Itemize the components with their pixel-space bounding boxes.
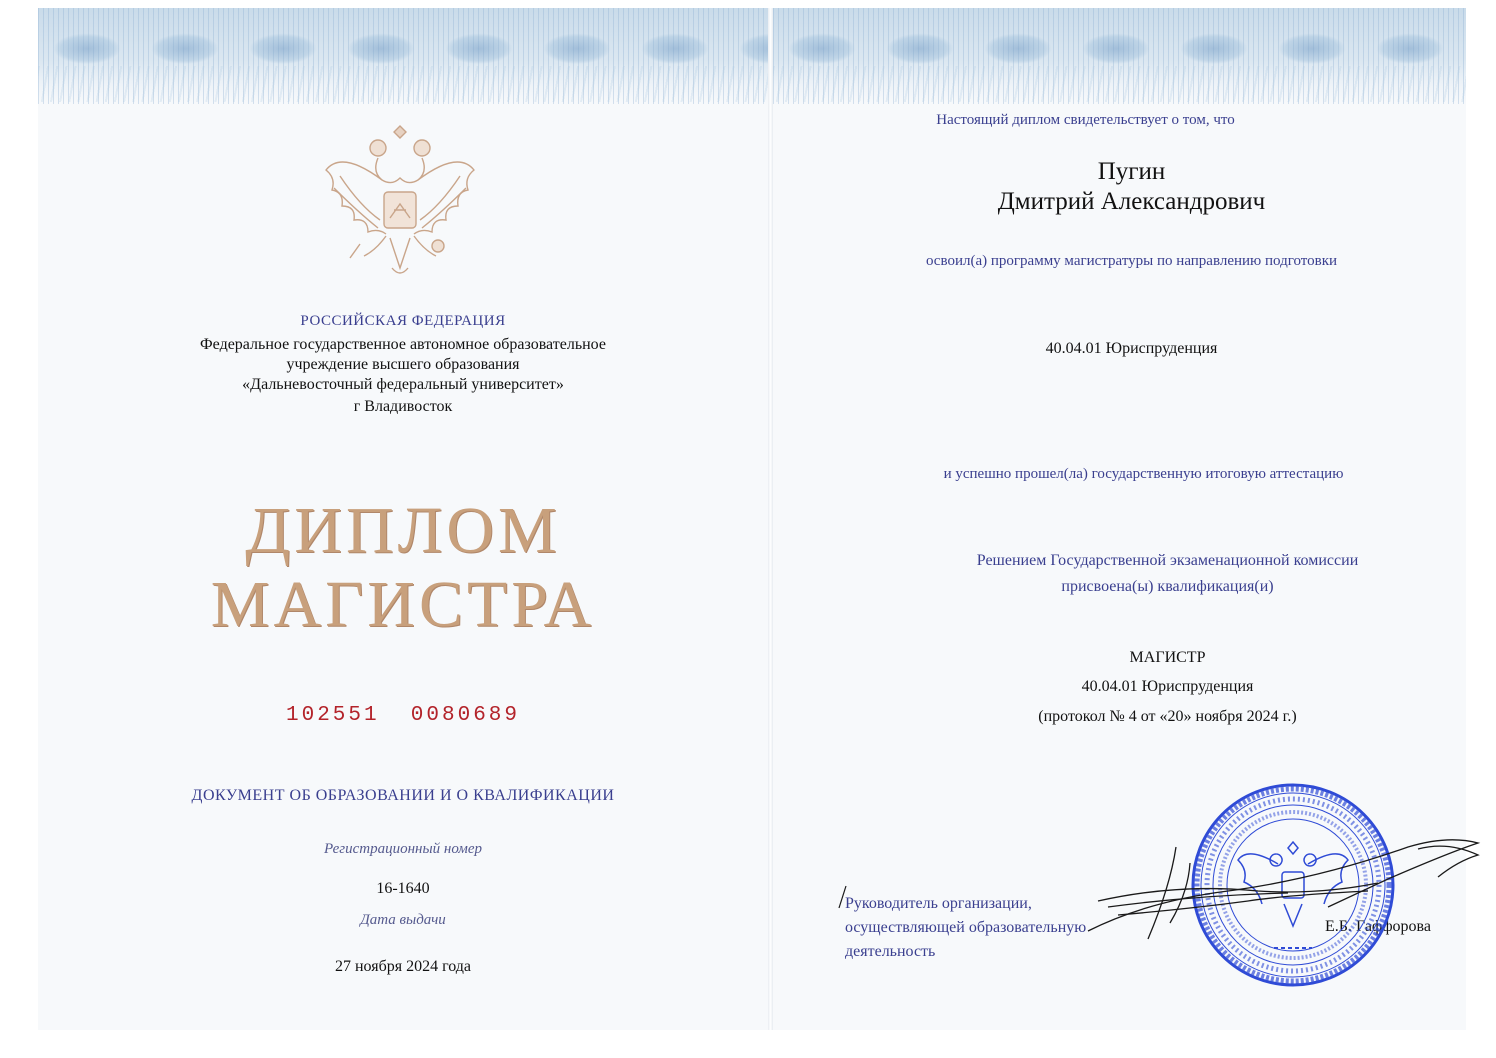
registration-label: Регистрационный номер	[323, 841, 482, 857]
diploma-title-line-2: МАГИСТРА	[210, 568, 596, 641]
head-line-2: осуществляющей образовательную	[845, 919, 1087, 936]
coat-of-arms-icon	[320, 118, 480, 288]
serial-number: 102551 0080689	[285, 704, 521, 727]
issue-date-label: Дата выдачи	[360, 912, 446, 928]
signature-tick	[836, 884, 848, 910]
qualification-program: 40.04.01 Юриспруденция	[1081, 678, 1254, 695]
org-line-1: Федеральное государственное автономное образовательное	[200, 336, 606, 353]
protocol: (протокол № 4 от «20» ноября 2024 г.)	[1038, 708, 1297, 725]
org-line-2: учреждение высшего образования	[286, 356, 520, 373]
country-name: РОССИЙСКАЯ ФЕДЕРАЦИЯ	[300, 313, 506, 329]
mastered-text: освоил(а) программу магистратуры по направлению подготовки	[925, 253, 1338, 269]
signature	[1058, 835, 1496, 945]
head-line-1: Руководитель организации,	[845, 895, 1032, 912]
issue-date: 27 ноября 2024 года	[334, 958, 472, 975]
graduate-name: Дмитрий Александрович	[997, 188, 1266, 215]
ornamental-band	[38, 8, 768, 104]
ornamental-band	[773, 8, 1466, 104]
head-name: Е.Б. Гаффорова	[1325, 918, 1431, 935]
city: г Владивосток	[353, 398, 453, 415]
commission-line-1: Решением Государственной экзаменационной комиссии	[976, 552, 1359, 569]
registration-number: 16-1640	[376, 880, 430, 897]
certifies-text: Настоящий диплом свидетельствует о том, что	[936, 112, 1235, 128]
program-name: 40.04.01 Юриспруденция	[1045, 340, 1218, 357]
diploma-title-line-1: ДИПЛОМ	[245, 494, 561, 567]
graduate-surname: Пугин	[1097, 158, 1166, 185]
attestation-text: и успешно прошел(ла) государственную итоговую аттестацию	[943, 466, 1344, 482]
left-page	[38, 8, 768, 1030]
head-of-organization-label	[845, 892, 1086, 964]
commission-line-2: присвоена(ы) квалификация(и)	[1061, 578, 1274, 595]
head-line-3: деятельность	[845, 943, 936, 960]
document-type: ДОКУМЕНТ ОБ ОБРАЗОВАНИИ И О КВАЛИФИКАЦИИ	[191, 787, 615, 804]
qualification: МАГИСТР	[1129, 649, 1206, 666]
org-line-3: «Дальневосточный федеральный университет»	[242, 376, 564, 393]
